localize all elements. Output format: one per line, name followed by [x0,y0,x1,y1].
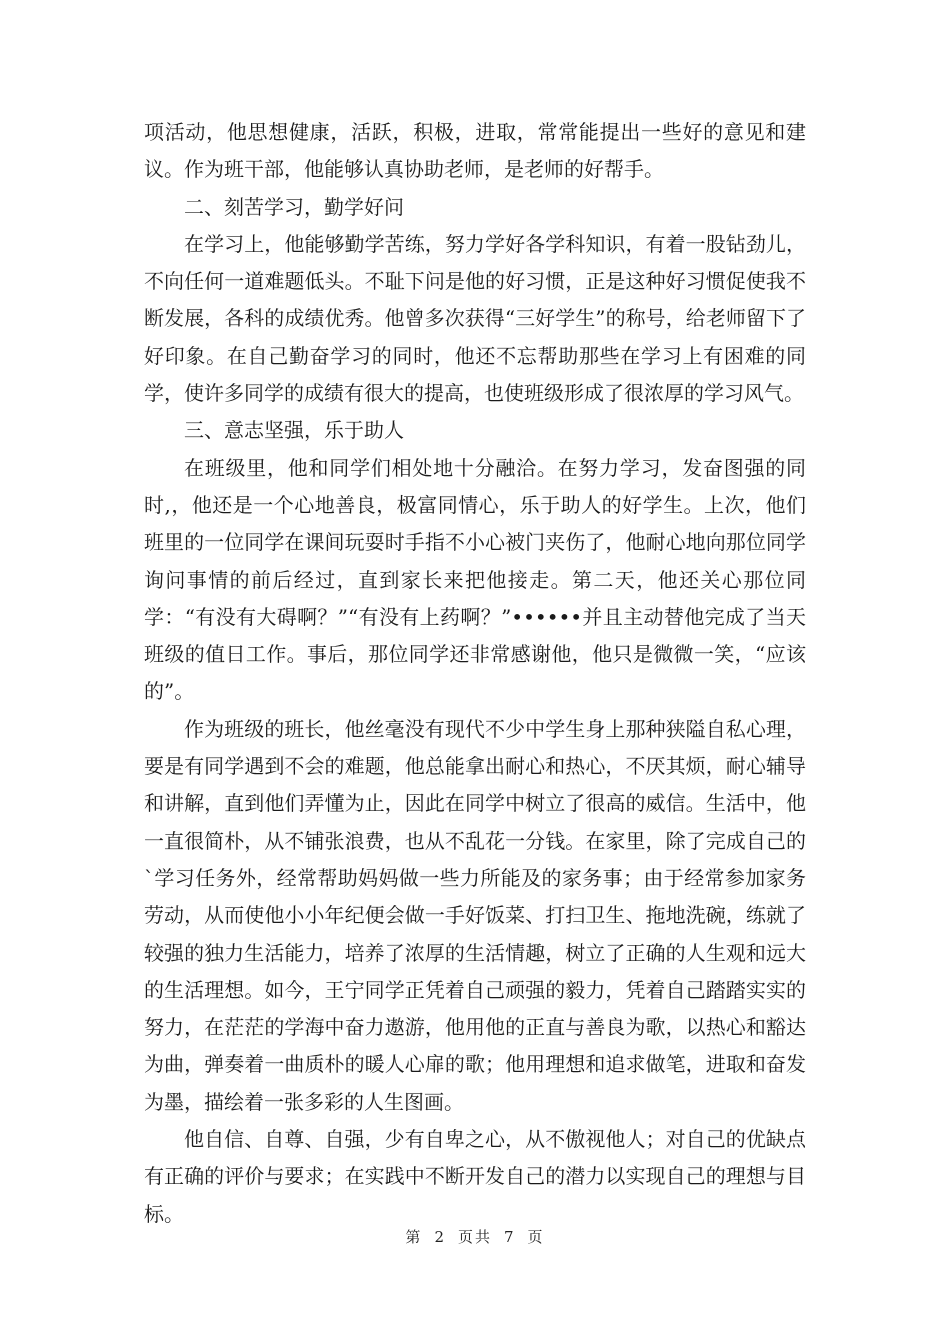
paragraph-helping: 在班级里，他和同学们相处地十分融洽。在努力学习，发奋图强的同时,，他还是一个心地善良，极富同情心，乐于助人的好学生。上次，他们班里的一位同学在课间玩耍时手指不小心被门夹伤了，他耐心地向那位同学询问事情的前后经过，直到家长来把他接走。第二天，他还关心那位同学：“有没有大碍啊？”“有没有上药啊？”••••••并且主动替他完成了当天班级的值日工作。事后，那位同学还非常感谢他，他只是微微一笑，“应该的”。 [144,455,806,704]
page-number-footer [0,1226,950,1247]
footer-suffix: 页 [527,1228,545,1246]
paragraph-study: 在学习上，他能够勤学苦练，努力学好各学科知识，有着一股钻劲儿，不向任何一道难题低头。不耻下问是他的好习惯，正是这种好习惯促使我不断发展，各科的成绩优秀。他曾多次获得“三好学生”的称号，给老师留下了好印象。在自己勤奋学习的同时，他还不忘帮助那些在学习上有困难的同学，使许多同学的成绩有很大的提高，也使班级形成了很浓厚的学习风气。 [144,231,806,406]
section-heading-2: 二、刻苦学习，勤学好问 [184,194,404,219]
paragraph-monitor: 作为班级的班长，他丝毫没有现代不少中学生身上那种狭隘自私心理，要是有同学遇到不会的难题，他总能拿出耐心和热心，不厌其烦，耐心辅导和讲解，直到他们弄懂为止，因此在同学中树立了很高的威信。生活中，他一直很简朴，从不铺张浪费，也从不乱花一分钱。在家里，除了完成自己的`学习任务外，经常帮助妈妈做一些力所能及的家务事；由于经常参加家务劳动，从而使他小小年纪便会做一手好饭菜、打扫卫生、拖地洗碗，练就了较强的独力生活能力，培养了浓厚的生活情趣，树立了正确的人生观和远大的生活理想。如今，王宁同学正凭着自己顽强的毅力，凭着自己踏踏实实的努力，在茫茫的学海中奋力遨游，他用他的正直与善良为歌，以热心和豁达为曲，弹奏着一曲质朴的暖人心扉的歌；他用理想和追求做笔，进取和奋发为墨，描绘着一张多彩的人生图画。 [144,716,806,1114]
footer-total-pages: 7 [504,1228,516,1246]
footer-current-page: 2 [434,1228,446,1246]
paragraph-confidence: 他自信、自尊、自强，少有自卑之心，从不傲视他人；对自己的优缺点有正确的评价与要求；在实践中不断开发自己的潜力以实现自己的理想与目标。 [144,1127,806,1226]
document-body [144,114,806,1233]
section-heading-3: 三、意志坚强，乐于助人 [184,418,404,443]
footer-middle: 页共 [457,1228,492,1246]
paragraph-continuation: 项活动，他思想健康，活跃，积极，进取，常常能提出一些好的意见和建议。作为班干部，他能够认真协助老师，是老师的好帮手。 [144,120,806,182]
footer-prefix: 第 [405,1228,423,1246]
